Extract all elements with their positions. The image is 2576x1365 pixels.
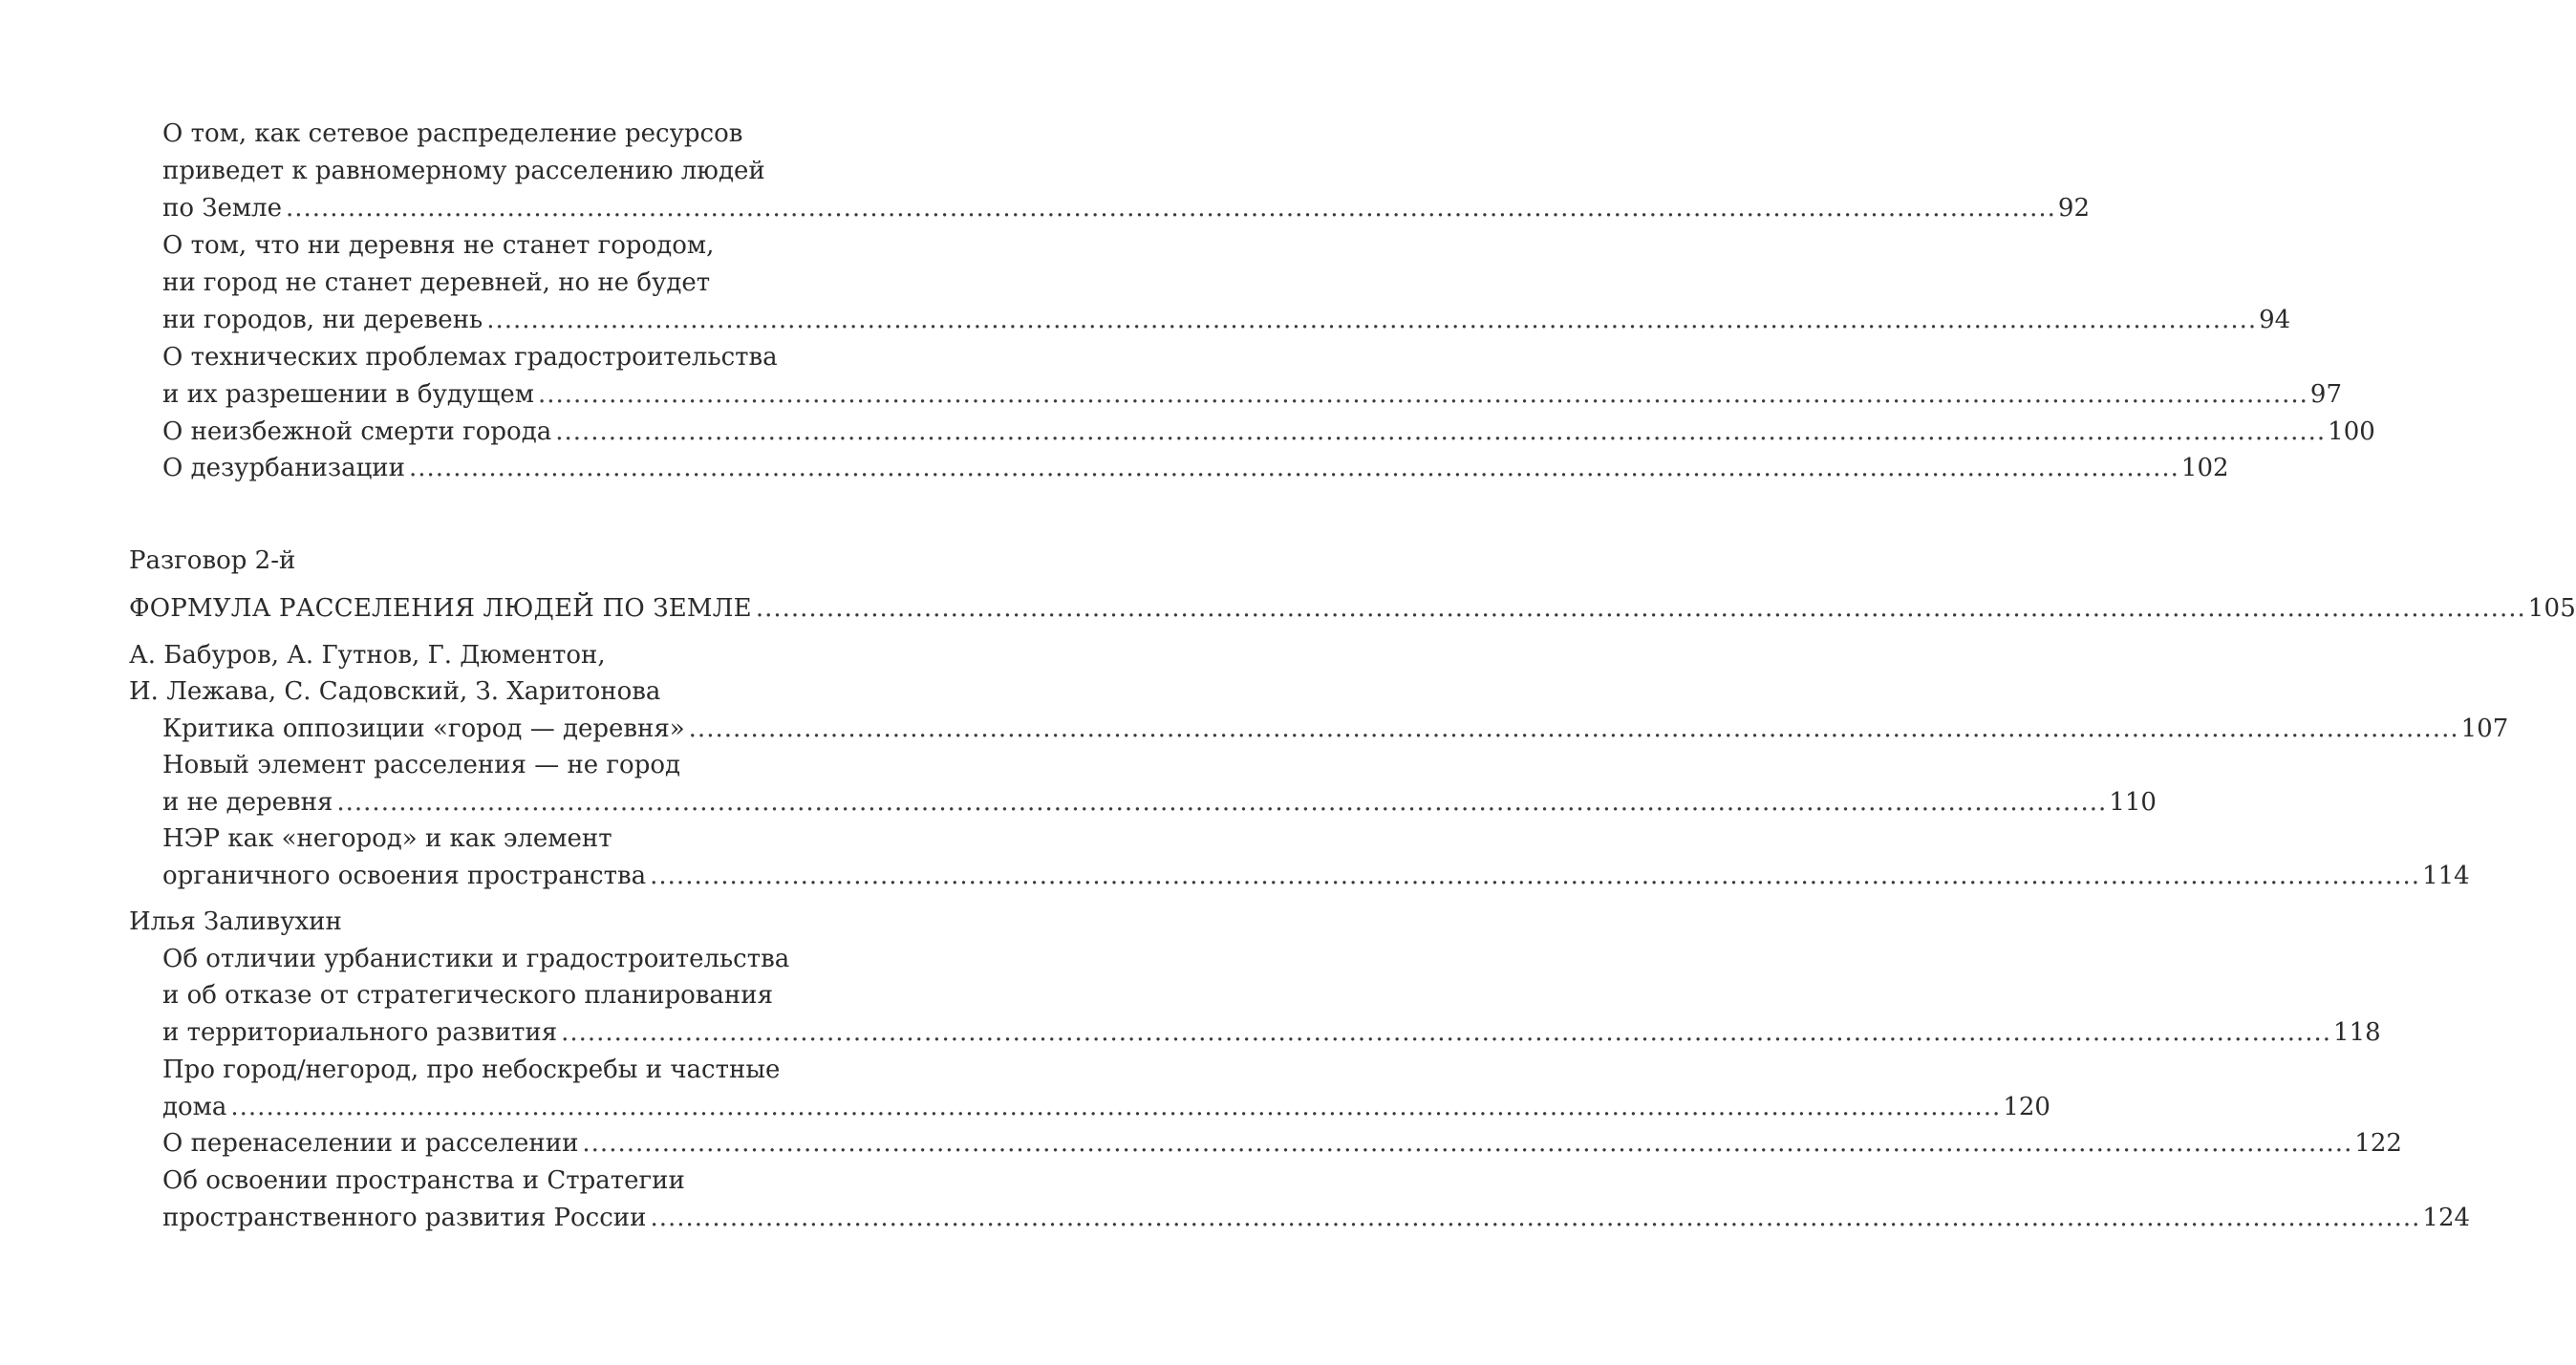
toc-entry-3-line-1: О технических проблемах градостроительства <box>162 343 778 372</box>
toc-entry-text: дома <box>162 1093 227 1121</box>
toc-entry-text: О дезурбанизации <box>162 454 405 482</box>
page-number: 105 <box>2527 594 2576 623</box>
toc-entry-12-line-2 <box>162 1200 2471 1236</box>
leader-dots: ........................................................................................................................................................................................................ <box>555 417 2327 446</box>
leader-dots: ........................................................................................................................................................................................................ <box>230 1093 2002 1121</box>
toc-entry-9-line-2: и об отказе от стратегического планирования <box>162 981 773 1010</box>
leader-dots: ........................................................................................................................................................................................................ <box>650 862 2421 890</box>
page-number: 94 <box>2259 306 2291 334</box>
toc-entry-text: О перенаселении и расселении <box>162 1129 579 1158</box>
toc-entry-text: по Земле <box>162 194 282 223</box>
toc-entry-1-line-1: О том, как сетевое распределение ресурсов <box>162 119 743 148</box>
author-2: Илья Заливухин <box>129 907 342 936</box>
leader-dots: ........................................................................................................................................................................................................ <box>650 1204 2421 1232</box>
toc-entry-text: органичного освоения пространства <box>162 862 647 890</box>
toc-entry-12-line-1: Об освоении пространства и Стратегии <box>162 1166 685 1195</box>
leader-dots: ........................................................................................................................................................................................................ <box>537 380 2308 409</box>
page-number: 97 <box>2309 380 2342 409</box>
page-number: 110 <box>2109 788 2157 817</box>
toc-entry-text: ни городов, ни деревень <box>162 306 483 334</box>
leader-dots: ........................................................................................................................................................................................................ <box>561 1018 2332 1047</box>
toc-entry-text: пространственного развития России <box>162 1204 647 1232</box>
toc-entry-9-line-1: Об отличии урбанистики и градостроительства <box>162 945 790 973</box>
section-title-text: ФОРМУЛА РАССЕЛЕНИЯ ЛЮДЕЙ ПО ЗЕМЛЕ <box>129 594 752 623</box>
leader-dots: ........................................................................................................................................................................................................ <box>408 454 2179 482</box>
page-number: 100 <box>2328 417 2375 446</box>
leader-dots: ........................................................................................................................................................................................................ <box>486 306 2258 334</box>
page-number: 118 <box>2333 1018 2381 1047</box>
toc-entry-4 <box>162 414 2375 450</box>
toc-entry-text: и их разрешении в будущем <box>162 380 534 409</box>
toc-entry-1-line-3 <box>162 190 2090 226</box>
page-number: 107 <box>2460 714 2509 743</box>
toc-entry-8-line-2 <box>162 858 2470 894</box>
toc-entry-1-line-2: приведет к равномерному расселению людей <box>162 157 765 185</box>
page-number: 102 <box>2180 454 2229 482</box>
toc-entry-text: Критика оппозиции «город — деревня» <box>162 714 685 743</box>
toc-entry-7-line-2 <box>162 784 2157 821</box>
toc-entry-11 <box>162 1125 2402 1162</box>
toc-entry-7-line-1: Новый элемент расселения — не город <box>162 751 681 779</box>
toc-entry-6 <box>162 711 2509 747</box>
toc-entry-9-line-3 <box>162 1014 2381 1051</box>
page-number: 120 <box>2003 1093 2050 1121</box>
toc-entry-10-line-2 <box>162 1089 2050 1125</box>
toc-entry-3-line-2 <box>162 376 2342 413</box>
toc-entry-2-line-2: ни город не станет деревней, но не будет <box>162 268 711 297</box>
toc-entry-text: и территориального развития <box>162 1018 558 1047</box>
page-number: 124 <box>2422 1204 2471 1232</box>
page-number: 92 <box>2057 194 2090 223</box>
leader-dots: ........................................................................................................................................................................................................ <box>336 788 2108 817</box>
toc-entry-8-line-1: НЭР как «негород» и как элемент <box>162 824 612 853</box>
toc-entry-10-line-1: Про город/негород, про небоскребы и частные <box>162 1056 781 1084</box>
conversation-label: Разговор 2-й <box>129 546 296 575</box>
toc-entry-2-line-3 <box>162 302 2291 338</box>
toc-entry-text: и не деревня <box>162 788 333 817</box>
leader-dots: ........................................................................................................................................................................................................ <box>755 594 2526 623</box>
toc-entry-text: О неизбежной смерти города <box>162 417 552 446</box>
leader-dots: ........................................................................................................................................................................................................ <box>582 1129 2353 1158</box>
toc-entry-2-line-1: О том, что ни деревня не станет городом, <box>162 231 715 260</box>
page-number: 122 <box>2354 1129 2402 1158</box>
authors-line-1: А. Бабуров, А. Гутнов, Г. Дюментон, <box>129 641 606 670</box>
leader-dots: ........................................................................................................................................................................................................ <box>688 714 2459 743</box>
leader-dots: ........................................................................................................................................................................................................ <box>285 194 2056 223</box>
section-title <box>129 590 2576 627</box>
authors-line-2: И. Лежава, С. Садовский, З. Харитонова <box>129 677 661 706</box>
toc-entry-5 <box>162 450 2229 486</box>
page-number: 114 <box>2422 862 2470 890</box>
